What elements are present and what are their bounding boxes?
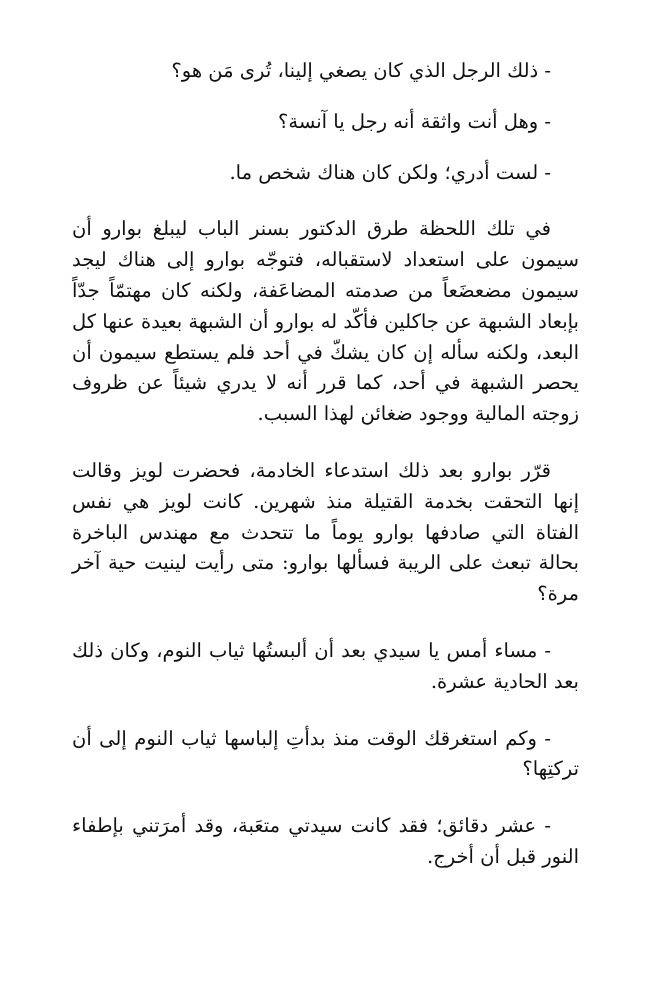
- dialogue-line-2: - وهل أنت واثقة أنه رجل يا آنسة؟: [278, 109, 551, 133]
- dialogue-line-4: - مساء أمس يا سيدي بعد أن ألبستُها ثياب النوم، وكان ذلك بعد الحادية عشرة.: [72, 638, 579, 693]
- dialogue-line-3: - لست أدري؛ ولكن كان هناك شخص ما.: [229, 160, 551, 184]
- dialogue-line-5: - وكم استغرقك الوقت منذ بدأتِ إلباسها ثياب النوم إلى أن تركتِها؟: [72, 726, 579, 781]
- narrative-paragraph-1: في تلك اللحظة طرق الدكتور بسنر الباب ليبلغ بوارو أن سيمون على استعداد لاستقباله، فتوجّه بوارو إلى هناك ليجد سيمون مضعضَعاً من صدمته المضاعَفة، ولكنه كان مهتمّاً جدّاً بإبعاد الشبهة عن جاكلين فأكّد له بوارو أن الشبهة بعيدة عنها كل البعد، ولكنه سأله إن كان يشكّ في أحد فلم يستطع سيمون أن يحصر الشبهة في أحد، كما قرر أنه لا يدري شيئاً عن ظروف زوجته المالية ووجود ضغائن لهذا السبب.: [72, 217, 579, 426]
- book-page: [72, 56, 579, 895]
- dialogue-line-6: - عشر دقائق؛ فقد كانت سيدتي متعَبة، وقد أمرَتني بإطفاء النور قبل أن أخرج.: [72, 814, 579, 868]
- dialogue-line-1: - ذلك الرجل الذي كان يصغي إلينا، تُرى مَن هو؟: [171, 59, 551, 82]
- narrative-paragraph-2: قرّر بوارو بعد ذلك استدعاء الخادمة، فحضرت لويز وقالت إنها التحقت بخدمة القتيلة منذ شهرين. كانت لويز هي نفس الفتاة التي صادفها بوارو يوماً ما تتحدث مع مهندس الباخرة بحالة تبعث على الريبة فسألها بوارو: متى رأيت لينيت حية آخر مرة؟: [72, 458, 579, 606]
